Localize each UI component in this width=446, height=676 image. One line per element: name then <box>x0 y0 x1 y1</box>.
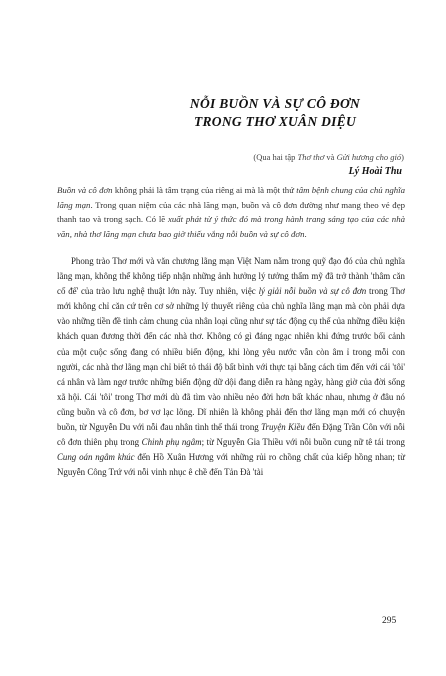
body-italic-1: lý giải nỗi buồn và sự cô đơn <box>258 286 367 297</box>
subtitle-suffix: ) <box>401 152 404 162</box>
abstract-italic-1: Buồn và cô đơn <box>57 185 113 195</box>
subtitle-work-1: Thơ thơ <box>297 152 325 162</box>
body-italic-3: Chinh phụ ngâm <box>141 437 202 448</box>
subtitle-work-2: Gửi hương cho gió <box>336 152 402 162</box>
body-text-d: ; từ Nguyễn Gia Thiều với nỗi buồn cung nữ tê tái trong <box>201 437 405 448</box>
body-text-e: đến Hồ Xuân Hương với những rủi ro chồng chất của kiếp hồng nhan; từ Nguyễn Công Trứ với nỗi vinh nhục ê chề đến Tản Đà 'tài <box>57 452 406 478</box>
body-paragraph <box>57 254 405 480</box>
abstract-paragraph <box>57 183 405 241</box>
author-name: Lý Hoài Thu <box>348 166 402 177</box>
body-text-c: đến Đặng Trần Côn với nỗi cô đơn thiên phụ trong <box>57 422 405 448</box>
abstract-text-2: . Trong quan niệm của các nhà lãng mạn, buồn và cô đơn đường như mang theo vẻ đẹp thanh tao và trong sạch. Có lẽ <box>57 199 405 225</box>
abstract-italic-2: tâm bệnh chung của chủ nghĩa lãng mạn <box>57 185 406 210</box>
subtitle-prefix: (Qua hai tập <box>253 152 298 162</box>
title-line-2: TRONG THƠ XUÂN DIỆU <box>193 114 357 129</box>
page-number: 295 <box>382 616 397 626</box>
title-line-1: NỖI BUỒN VÀ SỰ CÔ ĐƠN <box>189 96 361 111</box>
subtitle-mid: và <box>324 152 337 162</box>
body-text-a: Phong trào Thơ mới và văn chương lãng mạn Việt Nam nằm trong quỹ đạo đó của chủ nghĩa lãng mạn, không thể không tiếp nhận những ảnh hưởng lý tưởng thẩm mỹ đã trở thành 'thâm căn cố đế' của trào lưu nghệ thuật lớn này. Tuy nhiên, việc <box>57 256 405 297</box>
subtitle <box>253 152 404 162</box>
abstract-text-3: . <box>304 228 307 239</box>
body-italic-4: Cung oán ngâm khúc <box>57 452 135 463</box>
abstract-text-1: không phải là tâm trạng của riêng ai mà là một thứ <box>112 185 297 195</box>
abstract-italic-3: xuất phát từ ý thức đó mà trong hành trang sáng tạo của các nhà văn, nhà thơ lãng mạn chưa bao giờ thiếu vắng nỗi buồn và sự cô đơn <box>57 214 405 239</box>
body-text-b: trong Thơ mới không chỉ căn cứ trên cơ sở những lý thuyết riêng của chủ nghĩa lãng mạn mà còn phải dựa vào những tiền đề tinh cảm chung của nhân loại cũng như sự tác động cụ thể của những điều kiện khách quan đương thời đến các nhà thơ. Không có gì đáng ngạc nhiên khi đứng trước bối cảnh của một cuộc sống đang có nhiều biến động, khi lòng yêu nước vẫn còn âm ỉ trong mỗi con người, các nhà thơ lãng mạn chỉ biết tỏ thái độ bất bình với thực tại bằng cách tìm đến với cái 'tôi' cá nhân và làm ngơ trước những biến động dữ dội đang diễn ra hàng ngày, hàng giờ của đời sống xã hội. Cái 'tôi' trong Thơ mới dù đã tìm vào nhiều nẻo đời hơn bất khác nhau, nhưng ở đâu nó cũng buồn và cô đơn, bơ vơ lạc lõng. Dĩ nhiên là không phải đến thơ lãng mạn mới có chuyện buồn, từ Nguyễn Du với nỗi đau nhân tình thế thái trong <box>57 286 405 433</box>
body-italic-2: Truyện Kiều <box>261 422 305 433</box>
